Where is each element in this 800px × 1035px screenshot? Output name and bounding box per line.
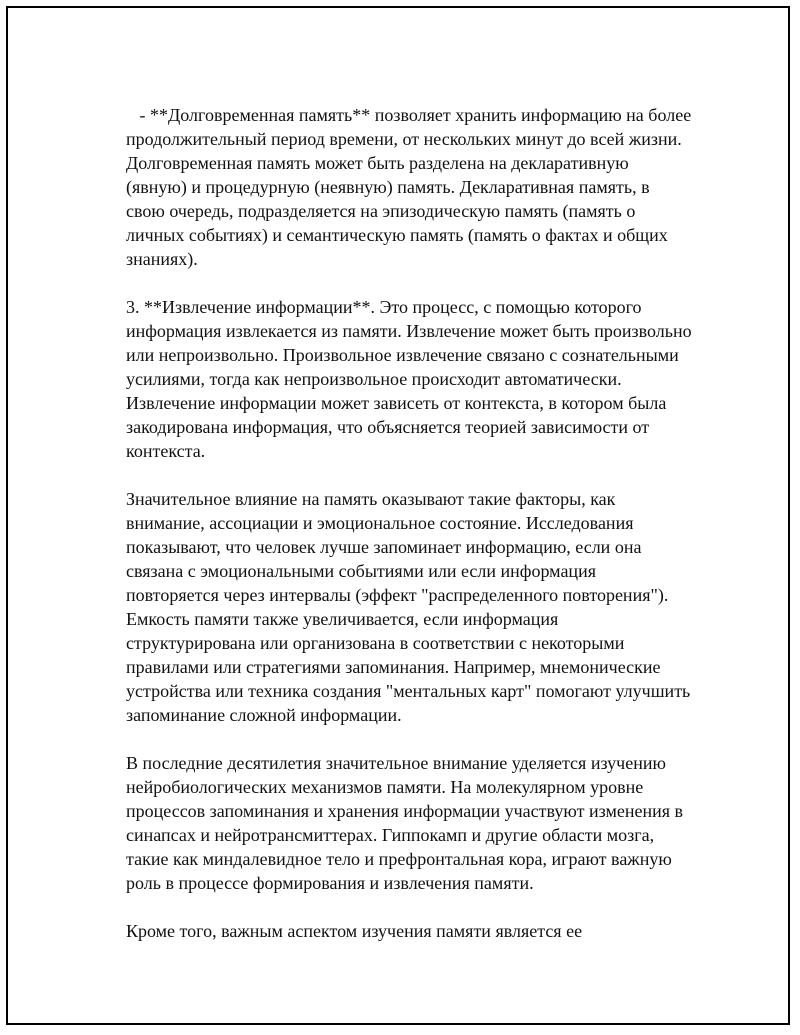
paragraph-retrieval: 3. **Извлечение информации**. Это процесс, с помощью которого информация извлекается из памяти. Извлечение может быть произвольно или непроизвольно. Произвольное извлечение связано с сознательными усилиями, тогда как непроизвольное происходит автоматически. Извлечение информации может зависеть от контекста, в котором была закодирована информация, что объясняется теорией зависимости от контекста. [126,297,697,461]
document-body [126,103,697,943]
paragraph-influencing-factors: Значительное влияние на память оказывают такие факторы, как внимание, ассоциации и эмоциональное состояние. Исследования показывают, что человек лучше запоминает информацию, если она связана с эмоциональными событиями или если информация повторяется через интервалы (эффект "распределенного повторения"). Емкость памяти также увеличивается, если информация структурирована или организована в соответствии с некоторыми правилами или стратегиями запоминания. Например, мнемонические устройства или техника создания "ментальных карт" помогают улучшить запоминание сложной информации. [126,489,695,725]
page-border [6,6,790,1025]
paragraph-neurobiology: В последние десятилетия значительное внимание уделяется изучению нейробиологических механизмов памяти. На молекулярном уровне процессов запоминания и хранения информации участвуют изменения в синапсах и нейротрансмиттерах. Гиппокамп и другие области мозга, такие как миндалевидное тело и префронтальная кора, играют важную роль в процессе формирования и извлечения памяти. [126,753,688,893]
paragraph-long-term-memory: - **Долговременная память** позволяет хранить информацию на более продолжительный период времени, от нескольких минут до всей жизни. Долговременная память может быть разделена на декларативную (явную) и процедурную (неявную) память. Декларативная память, в свою очередь, подразделяется на эпизодическую память (память о личных событиях) и семантическую память (память о фактах и общих знаниях). [126,105,696,269]
paragraph-closing: Кроме того, важным аспектом изучения памяти является ее [126,921,583,941]
